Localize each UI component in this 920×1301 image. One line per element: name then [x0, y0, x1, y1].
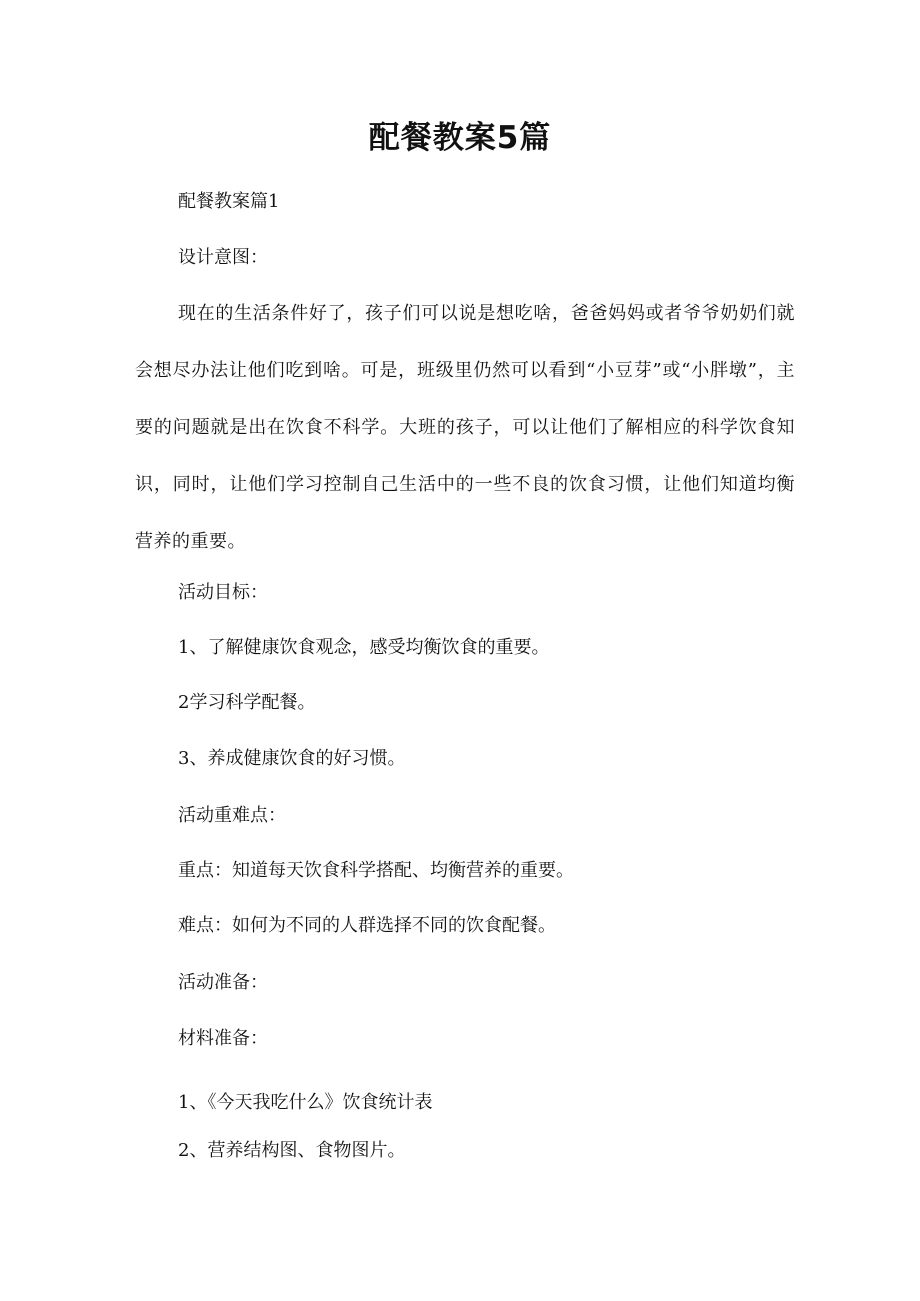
material-item: 1、《今天我吃什么》饮食统计表 — [178, 1092, 433, 1113]
materials-label: 材料准备： — [178, 1028, 268, 1049]
goal-item: 1、了解健康饮食观念，感受均衡饮食的重要。 — [178, 637, 550, 658]
key-point: 重点：知道每天饮食科学搭配、均衡营养的重要。 — [178, 860, 574, 881]
design-intent-paragraph: 现在的生活条件好了，孩子们可以说是想吃啥，爸爸妈妈或者爷爷奶奶们就会想尽办法让他们吃到啥。可是，班级里仍然可以看到“小豆芽”或“小胖墩”，主要的问题就是出在饮食不科学。大班的孩子，可以让他们了解相应的科学饮食知识，同时，让他们学习控制自己生活中的一些不良的饮食习惯，让他们知道均衡营养的重要。 — [135, 303, 795, 552]
goals-label: 活动目标： — [178, 582, 268, 603]
design-intent-label: 设计意图： — [178, 247, 268, 268]
difficult-point: 难点：如何为不同的人群选择不同的饮食配餐。 — [178, 915, 556, 936]
document-title: 配餐教案5篇 — [368, 120, 552, 156]
section-heading: 配餐教案篇1 — [178, 191, 280, 212]
preparation-label: 活动准备： — [178, 972, 268, 993]
goal-item: 2学习科学配餐。 — [178, 692, 316, 713]
material-item: 2、营养结构图、食物图片。 — [178, 1140, 406, 1161]
key-points-label: 活动重难点： — [178, 805, 286, 826]
goal-item: 3、养成健康饮食的好习惯。 — [178, 748, 406, 769]
